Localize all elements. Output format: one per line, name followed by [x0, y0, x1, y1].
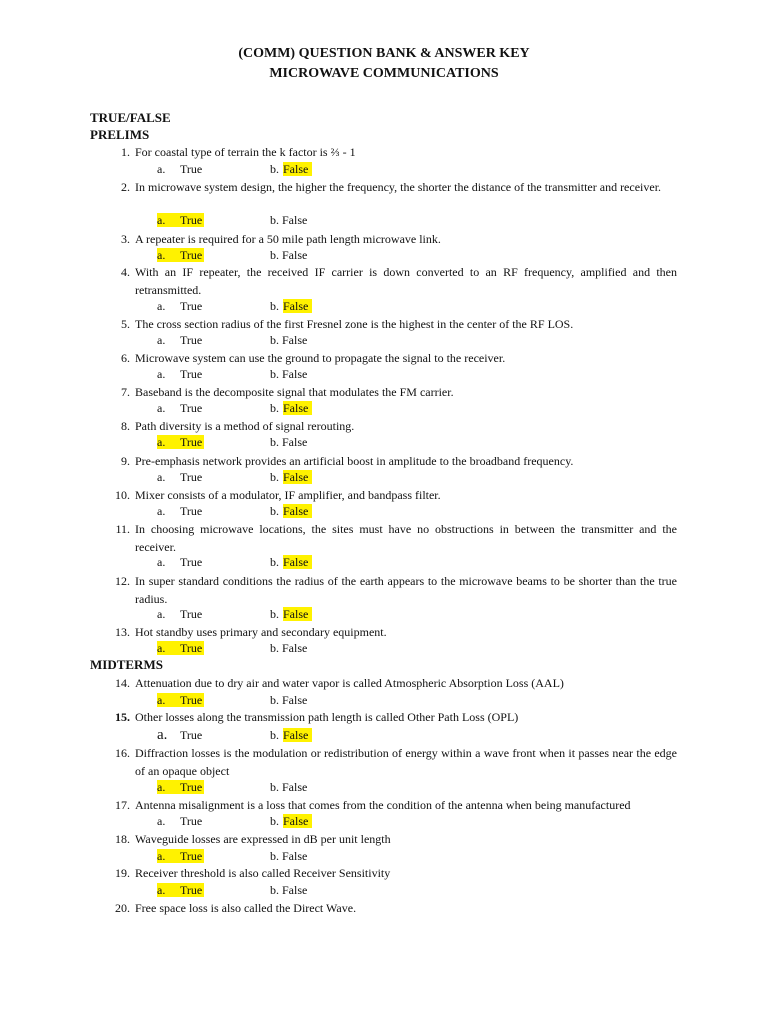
option-a-label: a.	[157, 883, 166, 897]
option-a-label: a.	[157, 780, 166, 794]
option-a-value: True	[180, 333, 203, 347]
question-number: 13.	[115, 625, 130, 639]
question-number: 3.	[121, 232, 130, 246]
option-a-label: a.	[157, 367, 166, 381]
question-text: Pre-emphasis network provides an artificial boost in amplitude to the broadband frequency.	[135, 454, 574, 468]
question-6	[90, 350, 677, 368]
option-a-label: a.	[157, 333, 166, 347]
option-a-label: a.	[157, 248, 166, 262]
question-3	[90, 231, 677, 249]
option-a-label: a.	[157, 213, 166, 227]
option-a-label: a.	[157, 693, 166, 707]
question-text: Other losses along the transmission path length is called Other Path Loss (OPL)	[135, 710, 519, 724]
option-b-label: b. False	[270, 333, 308, 347]
option-b-value: False	[283, 299, 309, 313]
document-subtitle: MICROWAVE COMMUNICATIONS	[269, 66, 499, 81]
question-text: Free space loss is also called the Direct Wave.	[135, 901, 357, 915]
question-number: 12.	[115, 574, 130, 588]
option-a-value: True	[180, 299, 203, 313]
question-number: 17.	[115, 798, 130, 812]
option-a-value: True	[180, 641, 203, 655]
option-b-label: b. False	[270, 435, 308, 449]
option-b-label: b. False	[270, 248, 308, 262]
question-11	[90, 521, 677, 557]
option-a-value: True	[180, 728, 203, 742]
question-10	[90, 487, 677, 505]
option-b-value: False	[283, 401, 309, 415]
option-a-label: a.	[157, 814, 166, 828]
document-title: (COMM) QUESTION BANK & ANSWER KEY	[238, 46, 530, 61]
question-7	[90, 384, 677, 402]
question-number: 9.	[121, 454, 130, 468]
question-text: Hot standby uses primary and secondary equipment.	[135, 625, 387, 639]
question-13	[90, 624, 677, 642]
question-1	[90, 144, 677, 162]
question-number: 6.	[121, 351, 130, 365]
midterms-heading: MIDTERMS	[90, 657, 163, 672]
question-text: Attenuation due to dry air and water vapor is called Atmospheric Absorption Loss (AAL)	[135, 676, 564, 690]
question-text: Antenna misalignment is a loss that comes from the condition of the antenna when being manufactured	[135, 798, 631, 812]
option-a-value: True	[180, 367, 203, 381]
question-text: A repeater is required for a 50 mile path length microwave link.	[135, 232, 441, 246]
option-b-label: b. False	[270, 849, 308, 863]
option-b-label: b.	[270, 299, 279, 313]
option-b-label: b.	[270, 162, 279, 176]
question-number: 19.	[115, 866, 130, 880]
question-text: Diffraction losses is the modulation or redistribution of energy within a wave front when it passes near the edge of an opaque object	[135, 746, 677, 778]
question-20	[90, 900, 677, 918]
question-4	[90, 264, 677, 300]
option-a-label: a.	[157, 162, 166, 176]
option-a-value: True	[180, 883, 203, 897]
question-text: Waveguide losses are expressed in dB per unit length	[135, 832, 391, 846]
option-b-value: False	[283, 162, 309, 176]
option-a-label: a.	[157, 727, 168, 743]
option-a-label: a.	[157, 401, 166, 415]
option-b-label: b.	[270, 504, 279, 518]
question-text: Microwave system can use the ground to propagate the signal to the receiver.	[135, 351, 506, 365]
question-14	[90, 675, 677, 693]
question-16	[90, 745, 677, 781]
question-number: 15.	[115, 710, 130, 724]
question-number: 7.	[121, 385, 130, 399]
option-b-label: b.	[270, 607, 279, 621]
option-b-label: b. False	[270, 693, 308, 707]
question-number: 11.	[115, 522, 130, 536]
option-a-label: a.	[157, 641, 166, 655]
option-b-label: b. False	[270, 780, 308, 794]
option-b-value: False	[283, 728, 309, 742]
question-number: 20.	[115, 901, 130, 915]
question-number: 5.	[121, 317, 130, 331]
question-text: In super standard conditions the radius of the earth appears to the microwave beams to be shorter than the true radius.	[135, 574, 677, 606]
option-a-value: True	[180, 849, 203, 863]
question-text: The cross section radius of the first Fresnel zone is the highest in the center of the RF LOS.	[135, 317, 574, 331]
option-b-label: b.	[270, 728, 279, 742]
option-b-label: b. False	[270, 213, 308, 227]
prelims-heading: PRELIMS	[90, 127, 150, 142]
option-a-label: a.	[157, 849, 166, 863]
option-a-value: True	[180, 248, 203, 262]
question-8	[90, 418, 677, 436]
question-text: With an IF repeater, the received IF carrier is down converted to an RF frequency, amplified and then retransmitted.	[135, 265, 677, 297]
question-text: Path diversity is a method of signal rerouting.	[135, 419, 355, 433]
section-heading: TRUE/FALSE	[90, 110, 171, 125]
option-b-label: b. False	[270, 883, 308, 897]
question-9	[90, 453, 677, 471]
option-a-value: True	[180, 814, 203, 828]
question-number: 4.	[121, 265, 130, 279]
question-5	[90, 316, 677, 334]
option-a-value: True	[180, 162, 203, 176]
option-a-value: True	[180, 504, 203, 518]
option-b-value: False	[283, 470, 309, 484]
option-b-label: b.	[270, 401, 279, 415]
option-b-label: b. False	[270, 367, 308, 381]
question-text: Receiver threshold is also called Receiver Sensitivity	[135, 866, 391, 880]
option-a-value: True	[180, 607, 203, 621]
option-a-value: True	[180, 470, 203, 484]
question-text: For coastal type of terrain the k factor is ⅔ - 1	[135, 145, 356, 159]
question-15	[90, 709, 677, 727]
question-text: Baseband is the decomposite signal that modulates the FM carrier.	[135, 385, 454, 399]
option-a-value: True	[180, 435, 203, 449]
option-b-value: False	[283, 555, 309, 569]
question-number: 2.	[121, 180, 130, 194]
option-b-label: b. False	[270, 641, 308, 655]
question-19	[90, 865, 677, 883]
question-text: In microwave system design, the higher the frequency, the shorter the distance of the transmitter and receiver.	[135, 180, 662, 194]
option-a-value: True	[180, 693, 203, 707]
option-a-value: True	[180, 213, 203, 227]
question-2	[90, 179, 677, 215]
option-a-value: True	[180, 555, 203, 569]
question-18	[90, 831, 677, 849]
option-b-label: b.	[270, 555, 279, 569]
question-number: 8.	[121, 419, 130, 433]
question-12	[90, 573, 677, 609]
option-b-value: False	[283, 607, 309, 621]
question-number: 16.	[115, 746, 130, 760]
question-number: 18.	[115, 832, 130, 846]
option-a-label: a.	[157, 555, 166, 569]
option-b-label: b.	[270, 814, 279, 828]
option-a-label: a.	[157, 435, 166, 449]
option-a-label: a.	[157, 504, 166, 518]
question-text: Mixer consists of a modulator, IF amplifier, and bandpass filter.	[135, 488, 441, 502]
option-a-label: a.	[157, 607, 166, 621]
option-b-value: False	[283, 504, 309, 518]
option-b-value: False	[283, 814, 309, 828]
option-a-label: a.	[157, 470, 166, 484]
option-a-label: a.	[157, 299, 166, 313]
option-a-value: True	[180, 401, 203, 415]
question-number: 10.	[115, 488, 130, 502]
question-number: 14.	[115, 676, 130, 690]
question-number: 1.	[121, 145, 130, 159]
question-text: In choosing microwave locations, the sites must have no obstructions in between the transmitter and the receiver.	[135, 522, 677, 554]
option-a-value: True	[180, 780, 203, 794]
question-17	[90, 797, 677, 815]
option-b-label: b.	[270, 470, 279, 484]
